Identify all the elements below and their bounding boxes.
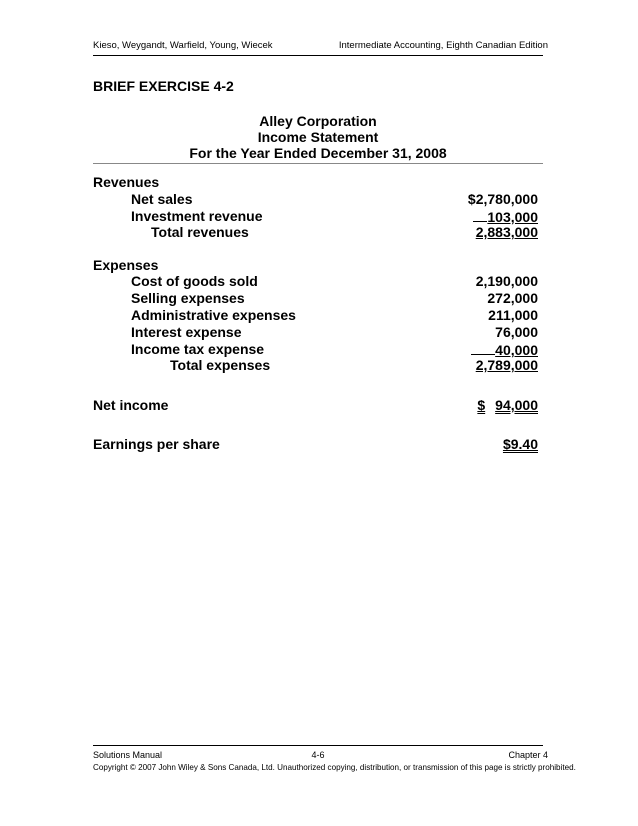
expenses-heading: Expenses — [93, 257, 159, 273]
income-tax-value-wrap — [471, 341, 538, 358]
net-sales-value: $2,780,000 — [467, 191, 538, 207]
net-income-currency: $ — [477, 397, 486, 413]
footer-chapter: Chapter 4 — [508, 750, 548, 760]
header-book-title: Intermediate Accounting, Eighth Canadian Edition — [338, 40, 548, 51]
net-sales-row — [93, 191, 538, 209]
statement-name: Income Statement — [257, 129, 379, 145]
eps-row — [93, 436, 538, 454]
net-income-row — [93, 397, 538, 415]
company-name: Alley Corporation — [259, 113, 377, 129]
expense-row — [93, 324, 538, 342]
income-tax-expense-value: 40,000 — [495, 342, 538, 358]
net-income-label: Net income — [93, 397, 169, 413]
underline-leader — [471, 341, 495, 355]
net-income-value-wrap — [477, 397, 538, 413]
net-income-value: 94,000 — [495, 397, 538, 413]
interest-expense-label: Interest expense — [131, 324, 242, 340]
footer-copyright: Copyright © 2007 John Wiley & Sons Canada, Ltd. Unauthorized copying, distribution, or transmission of this page is strictly prohibited. — [93, 763, 576, 772]
footer-left: Solutions Manual — [93, 750, 163, 760]
eps-value: $9.40 — [502, 436, 538, 452]
underline-leader — [473, 208, 487, 222]
footer-page-number: 4-6 — [311, 750, 325, 760]
revenues-heading: Revenues — [93, 174, 160, 190]
administrative-expenses-label: Administrative expenses — [131, 307, 296, 323]
statement-period: For the Year Ended December 31, 2008 — [189, 145, 447, 161]
header-divider — [93, 55, 543, 56]
total-revenues-row — [93, 224, 538, 242]
expense-row — [93, 307, 538, 325]
total-expenses-label: Total expenses — [170, 357, 271, 373]
cost-of-goods-sold-label: Cost of goods sold — [131, 273, 258, 289]
investment-revenue-label: Investment revenue — [131, 208, 263, 224]
footer-divider — [93, 745, 543, 746]
selling-expenses-label: Selling expenses — [131, 290, 245, 306]
net-sales-label: Net sales — [131, 191, 193, 207]
header-authors: Kieso, Weygandt, Warfield, Young, Wiecek — [93, 40, 273, 51]
income-tax-expense-label: Income tax expense — [131, 341, 265, 357]
total-expenses-value: 2,789,000 — [475, 357, 538, 373]
total-expenses-row — [93, 357, 538, 375]
total-revenues-label: Total revenues — [151, 224, 249, 240]
expense-row — [93, 290, 538, 308]
administrative-expenses-value: 211,000 — [488, 307, 538, 323]
revenues-heading-row — [93, 174, 538, 192]
expense-row — [93, 273, 538, 291]
statement-divider — [93, 163, 543, 164]
exercise-title: BRIEF EXERCISE 4-2 — [93, 78, 234, 94]
total-revenues-value: 2,883,000 — [475, 224, 538, 240]
selling-expenses-value: 272,000 — [487, 290, 538, 306]
interest-expense-value: 76,000 — [495, 324, 538, 340]
eps-label: Earnings per share — [93, 436, 220, 452]
investment-revenue-value-wrap — [473, 208, 538, 225]
cost-of-goods-sold-value: 2,190,000 — [475, 273, 538, 289]
investment-revenue-value: 103,000 — [487, 209, 538, 225]
